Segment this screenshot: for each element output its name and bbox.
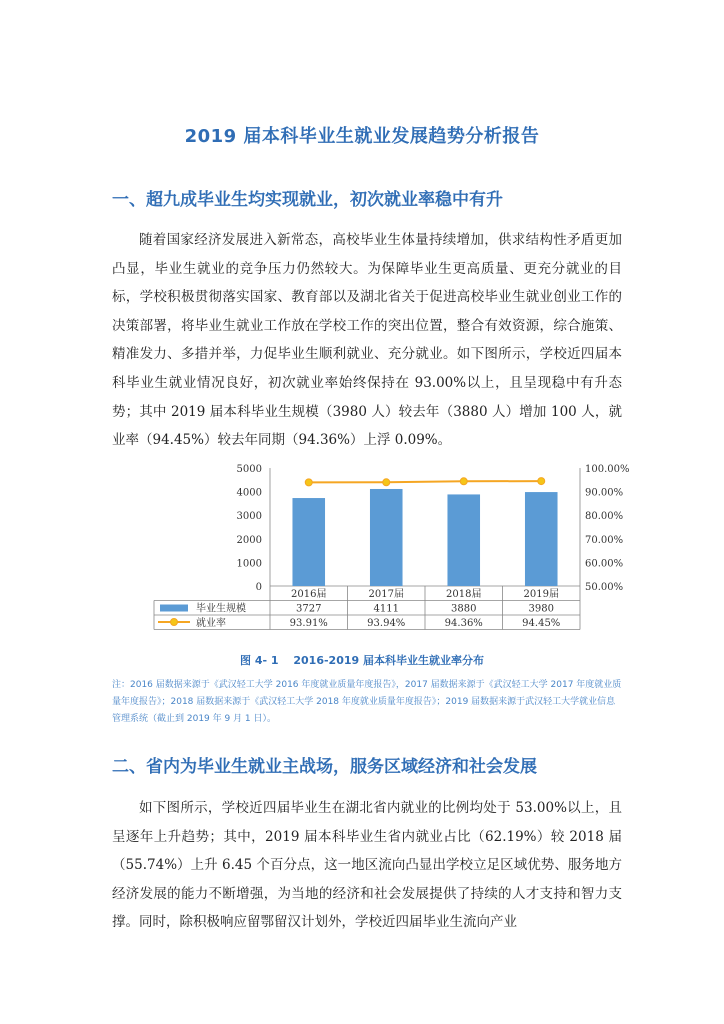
- right-axis-tick-label: 50.00%: [585, 582, 624, 593]
- chart-svg: [150, 458, 640, 648]
- bar-2019届: [525, 492, 558, 586]
- rate-value-label: 94.45%: [522, 618, 561, 629]
- right-axis-tick-label: 100.00%: [585, 464, 630, 475]
- employment-rate-line: [309, 481, 542, 482]
- rate-point-2018届: [460, 478, 467, 485]
- legend-line-label: 就业率: [196, 618, 226, 629]
- rate-point-2016届: [305, 479, 312, 486]
- right-axis-tick-label: 90.00%: [585, 487, 624, 499]
- bar-2017届: [370, 489, 403, 586]
- document-title: 2019 届本科毕业生就业发展趋势分析报告: [184, 126, 540, 147]
- rate-value-label: 93.91%: [289, 618, 328, 629]
- bar-value-label: 3727: [296, 603, 322, 615]
- left-axis-tick-label: 1000: [236, 558, 262, 570]
- figure-caption: 图 4- 1 2016-2019 届本科毕业生就业率分布: [240, 654, 484, 667]
- figure-note: 注：2016 届数据来源于《武汉轻工大学 2016 年度就业质量年度报告》，2017 届数据来源于《武汉轻工大学 2017 年度就业质量年度报告》；2018 届数据来源于《武汉轻工大学 2018 年度就业质量年度报告》；2019 届数据来源于武汉轻工大学就业信息管理系统（截止到 2019 年 9 月 1 日）。: [112, 680, 622, 724]
- bar-2018届: [447, 494, 480, 586]
- right-axis-tick-label: 70.00%: [585, 534, 624, 546]
- section2-paragraph: 如下图所示，学校近四届毕业生在湖北省内就业的比例均处于 53.00%以上，且呈逐年上升趋势；其中，2019 届本科毕业生省内就业占比（62.19%）较 2018 届（55.74%）上升 6.45 个百分点，这一地区流向凸显出学校立足区域优势、服务地方经济发展的能力不断增强，为当地的经济和社会发展提供了持续的人才支持和智力支撑。同时，除积极响应留鄂留汉计划外，学校近四届毕业生流向产业: [112, 800, 622, 931]
- legend-line-marker: [171, 619, 178, 626]
- rate-value-label: 94.36%: [444, 618, 483, 629]
- category-label: 2017届: [368, 589, 404, 600]
- left-axis-tick-label: 3000: [236, 511, 262, 523]
- employment-chart: [150, 458, 640, 648]
- category-label: 2016届: [291, 589, 327, 600]
- section1-paragraph: 随着国家经济发展进入新常态，高校毕业生体量持续增加，供求结构性矛盾更加凸显，毕业生就业的竞争压力仍然较大。为保障毕业生更高质量、更充分就业的目标，学校积极贯彻落实国家、教育部以及湖北省关于促进高校毕业生就业创业工作的决策部署，将毕业生就业工作放在学校工作的突出位置，整合有效资源，综合施策、精准发力、多措并举，力促毕业生顺利就业、充分就业。如下图所示，学校近四届本科毕业生就业情况良好，初次就业率始终保持在 93.00%以上，且呈现稳中有升态势；其中 2019 届本科毕业生规模（3980 人）较去年（3880 人）增加 100 人，就业率（94.45%）较去年同期（94.36%）上浮 0.09%。: [112, 232, 622, 449]
- section2-heading: 二、省内为毕业生就业主战场，服务区域经济和社会发展: [112, 757, 537, 777]
- bar-value-label: 3980: [528, 603, 554, 615]
- category-label: 2019届: [523, 589, 559, 600]
- left-axis-tick-label: 5000: [236, 464, 262, 475]
- category-label: 2018届: [446, 589, 482, 600]
- rate-value-label: 93.94%: [367, 618, 406, 629]
- bar-value-label: 3880: [451, 603, 477, 615]
- bar-2016届: [292, 498, 325, 586]
- right-axis-tick-label: 60.00%: [585, 558, 624, 570]
- left-axis-tick-label: 4000: [236, 487, 262, 499]
- bar-value-label: 4111: [373, 603, 399, 615]
- right-axis-tick-label: 80.00%: [585, 511, 624, 523]
- rate-point-2019届: [538, 478, 545, 485]
- left-axis-tick-label: 0: [255, 582, 262, 593]
- legend-bar-label: 毕业生规模: [196, 603, 246, 615]
- left-axis-tick-label: 2000: [236, 534, 262, 546]
- rate-point-2017届: [383, 479, 390, 486]
- section1-heading: 一、超九成毕业生均实现就业，初次就业率稳中有升: [112, 190, 503, 210]
- legend-bar-swatch: [160, 605, 188, 612]
